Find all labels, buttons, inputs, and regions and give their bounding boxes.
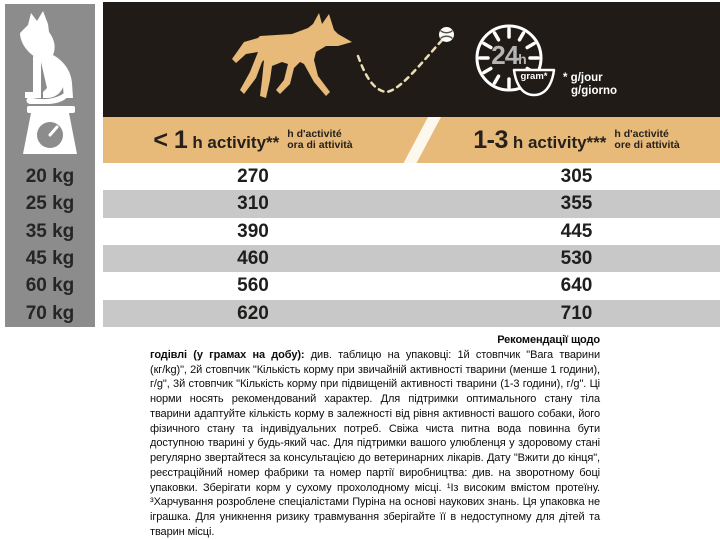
weight-row-label: 20 kg <box>25 166 75 187</box>
weight-row-label: 35 kg <box>25 220 75 242</box>
table-row <box>103 163 720 190</box>
unit-note-line1: * g/jour <box>563 72 603 84</box>
header-low-sub-fr: h d'activité <box>287 127 342 140</box>
header-activity-high <box>433 117 720 163</box>
amount-low-activity: 620 <box>237 302 269 324</box>
header-low-prefix: < 1 <box>153 125 188 154</box>
amount-high-activity: 305 <box>560 166 593 187</box>
header-low-title: h activity** <box>192 132 280 152</box>
clock-24h-label: 24h <box>491 40 527 70</box>
table-row <box>103 218 720 245</box>
banner <box>103 2 720 117</box>
header-high-prefix: 1-3 <box>473 125 508 154</box>
weight-row-label: 70 kg <box>25 302 75 324</box>
amount-high-activity: 710 <box>560 302 593 324</box>
table-row <box>103 272 720 299</box>
amount-high-activity: 530 <box>560 248 593 269</box>
dog-on-scale-icon <box>5 8 95 158</box>
table-row <box>103 190 720 217</box>
unit-note-line2: g/giorno <box>571 85 617 97</box>
amount-low-activity: 310 <box>237 193 269 215</box>
amount-low-activity: 460 <box>237 248 269 269</box>
header-activity-low-title <box>153 126 279 155</box>
header-low-sub-it: ora di attività <box>287 139 353 151</box>
header-high-sub-it: ore di attività <box>614 139 680 151</box>
tennis-ball-icon <box>438 26 455 43</box>
unit-note <box>563 72 617 98</box>
header-low-subtitles <box>287 129 352 152</box>
header-high-sub-fr: h d'activité <box>614 127 669 140</box>
table-row <box>103 300 720 327</box>
table-row <box>103 245 720 272</box>
footnote-lead: годівлі (у грамах на добу): <box>150 348 305 361</box>
amount-low-activity: 270 <box>237 166 269 187</box>
amount-high-activity: 355 <box>560 193 593 215</box>
running-dog-icon <box>230 12 355 104</box>
feeding-recommendations-text <box>150 333 600 540</box>
weight-row-label: 45 kg <box>25 248 75 269</box>
bowl-gram-label: gram* <box>520 71 548 82</box>
amount-low-activity: 560 <box>237 275 269 297</box>
amount-high-activity: 640 <box>560 275 593 297</box>
footnote-heading: Рекомендації щодо <box>497 334 600 346</box>
footnote-body <box>150 348 600 540</box>
activity-header-row <box>103 117 720 163</box>
header-high-subtitles <box>614 129 679 152</box>
header-high-title: h activity*** <box>512 132 607 152</box>
weight-row-label: 25 kg <box>25 193 75 215</box>
header-activity-high-title <box>473 126 606 155</box>
header-activity-low <box>103 117 403 163</box>
footnote-body-text: див. таблицю на упаковці: 1й стовпчик "Вага тварини (кг/kg)", 2й стовпчик "Кількість корму при звичайній активності тварини (менше 1 години), г/g", 3й стовпчик "Кількість корму при підвищеній активності тварини (1-3 години), г/g". Ці норми носять рекомендований характер. Для підтримки оптимального стану тіла тварини адаптуйте кількість корму в залежності від рівня активності вашого собаки, його фізичного стану та індивідуальних потреб. Свіжа чиста питна вода повинна бути доступною тварині у будь-який час. Для підтримки вашого улюбленця у здоровому стані регулярно звертайтеся за консультацією до ветеринарних лікарів. Дату "Вжити до кінця", реєстраційний номер фабрики та номер партії виробництва: див. на зворотному боці упаковки. Зберігати корм у сухому прохолодному місці. ¹Із високим вмістом протеїну. ³Харчування розроблене спеціалістами Пуріна на основі наукових знань. Ця упаковка не іграшка. Для уникнення ризику травмування зберігайте її в недоступному для дітей та тварин місці. <box>150 348 600 538</box>
weight-row-label: 60 kg <box>25 275 75 297</box>
ball-trajectory-icon <box>352 28 452 100</box>
amount-high-activity: 445 <box>560 220 593 242</box>
amount-low-activity: 390 <box>237 220 269 242</box>
